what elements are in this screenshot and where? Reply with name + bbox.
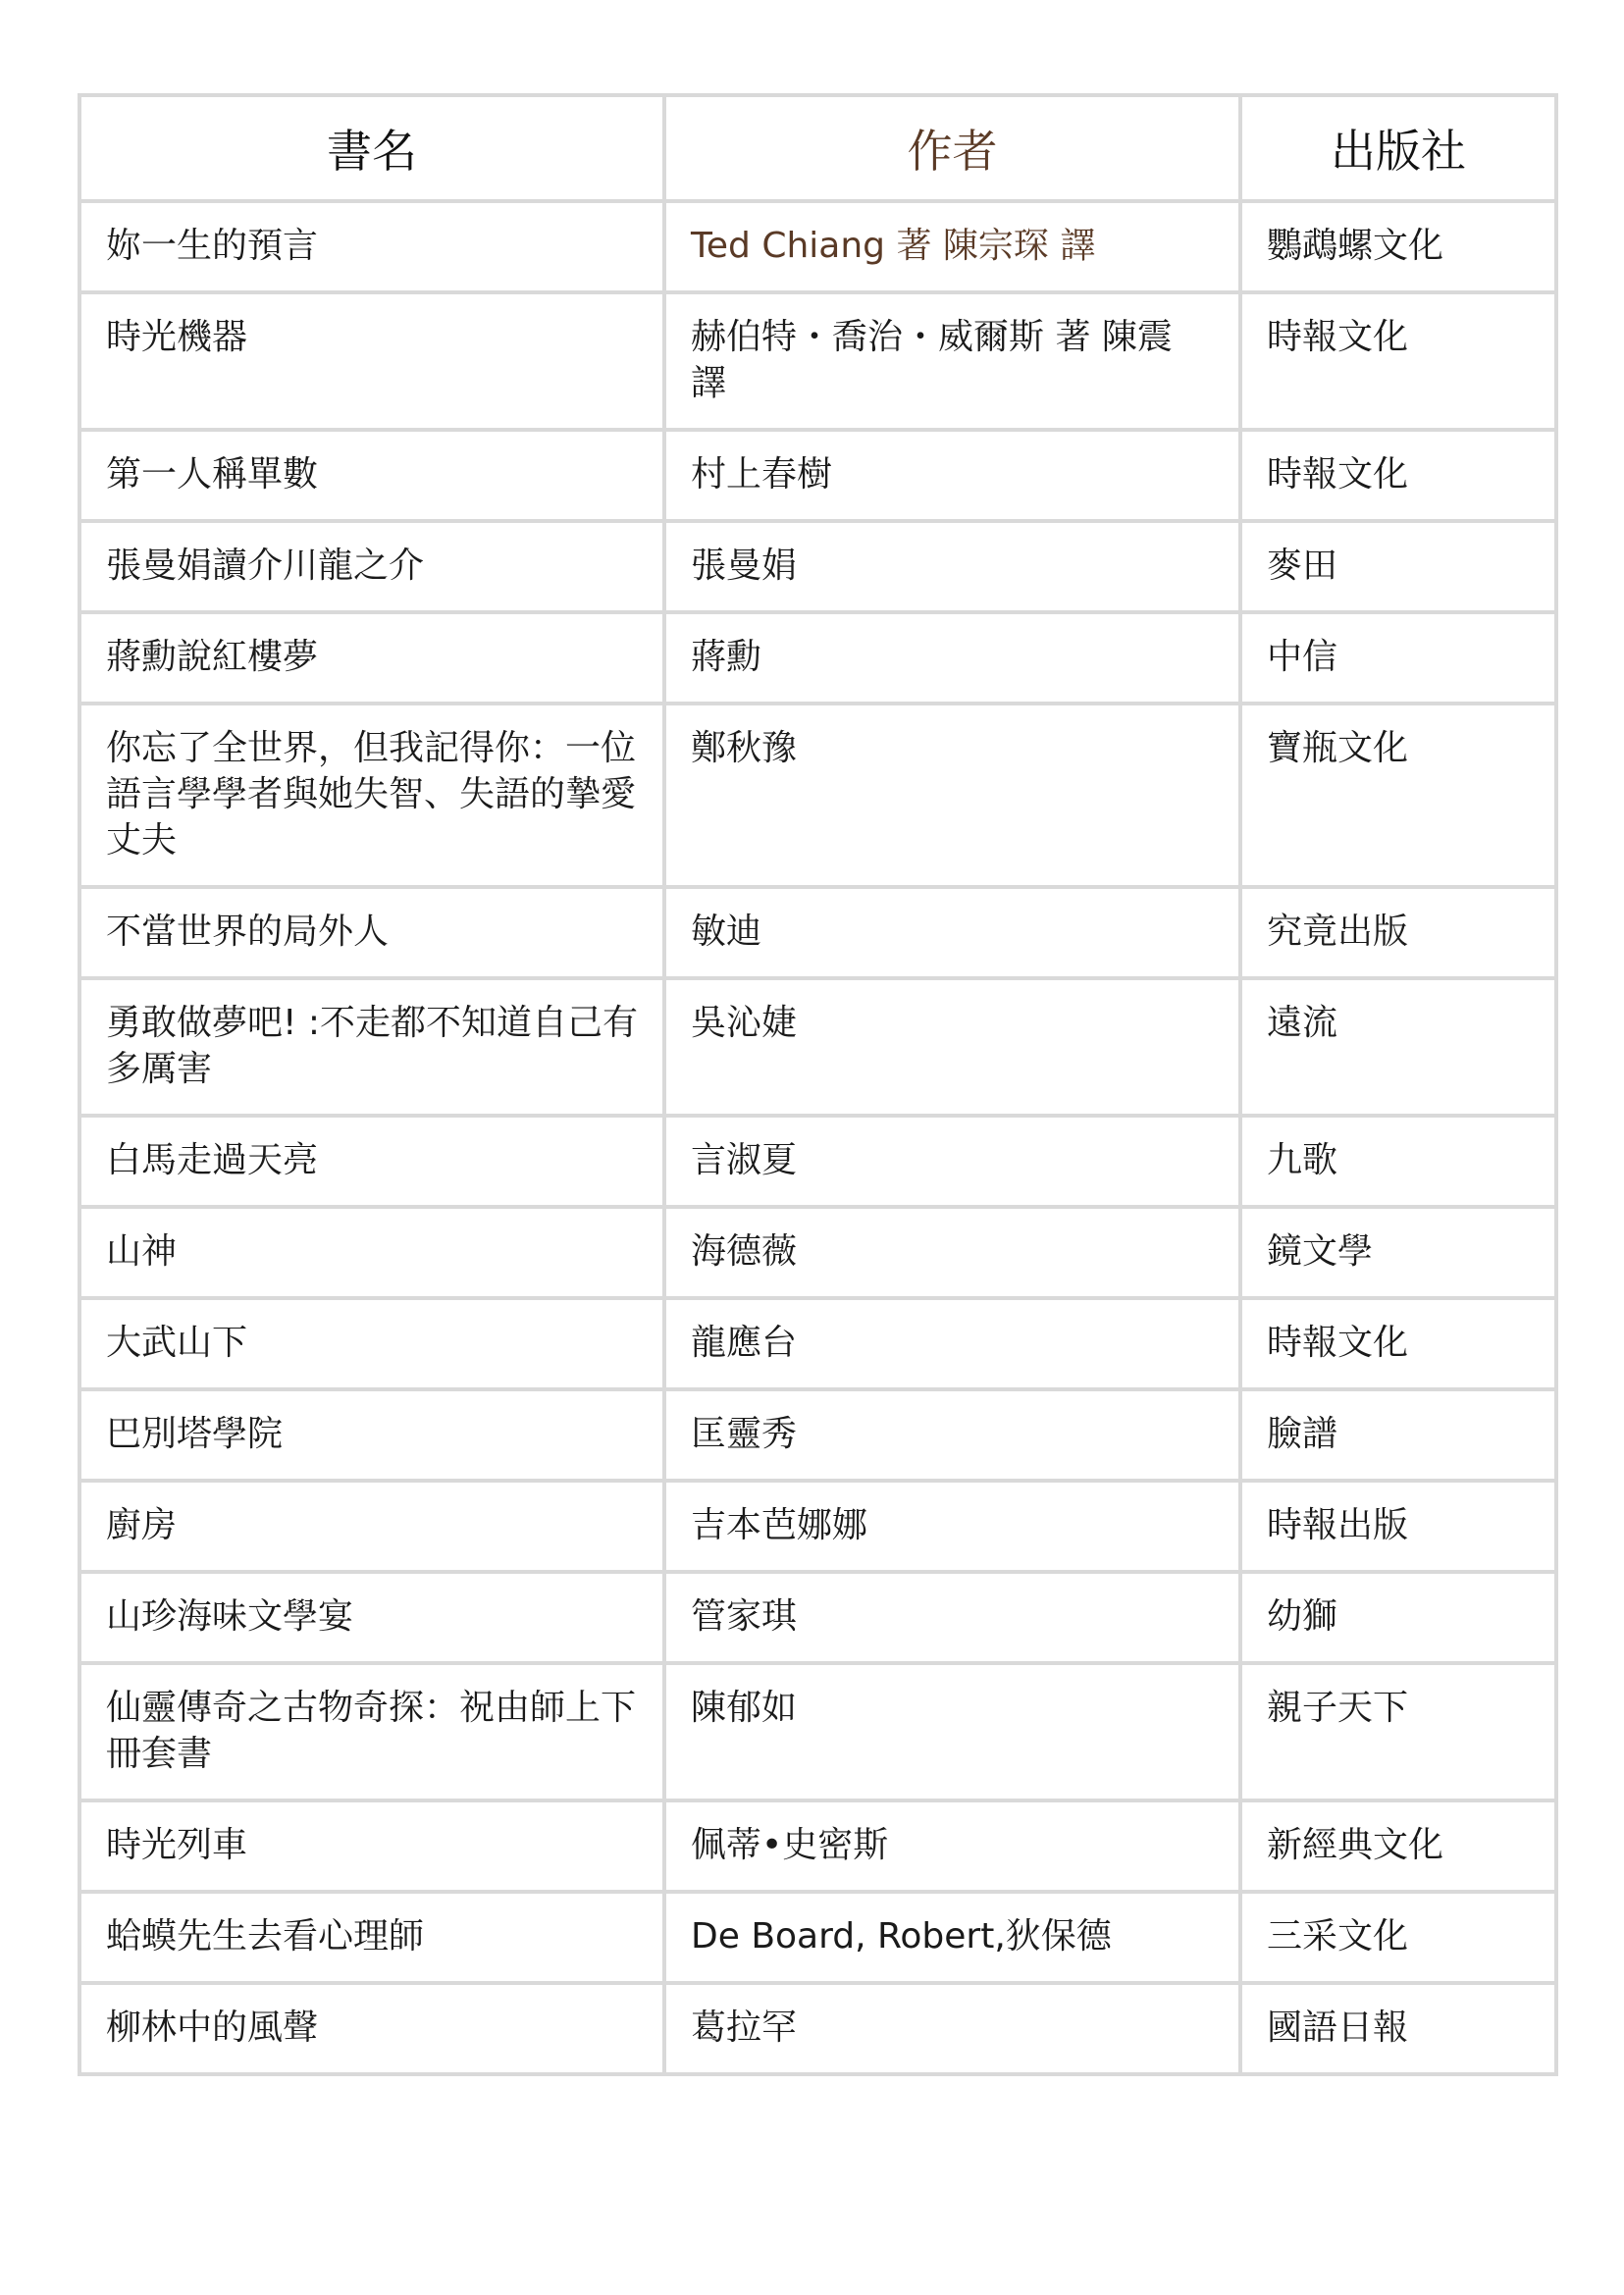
book-author: 敏迪 [664, 887, 1240, 978]
book-title: 廚房 [79, 1481, 664, 1572]
table-row [79, 430, 1556, 521]
book-author: 陳郁如 [664, 1663, 1240, 1800]
book-title: 妳一生的預言 [79, 201, 664, 292]
table-row [79, 612, 1556, 704]
book-publisher: 時報出版 [1240, 1481, 1556, 1572]
header-author: 作者 [664, 95, 1240, 201]
book-publisher: 中信 [1240, 612, 1556, 704]
book-author: 言淑夏 [664, 1116, 1240, 1207]
table-row [79, 887, 1556, 978]
book-author: Ted Chiang 著 陳宗琛 譯 [664, 201, 1240, 292]
book-author: 龍應台 [664, 1298, 1240, 1389]
book-title: 山珍海味文學宴 [79, 1572, 664, 1663]
continued-cell [79, 2074, 664, 2076]
book-author: De Board, Robert,狄保德 [664, 1892, 1240, 1983]
table-row [79, 1389, 1556, 1481]
book-title: 山神 [79, 1207, 664, 1298]
book-list-table [78, 93, 1558, 2076]
book-publisher: 臉譜 [1240, 1389, 1556, 1481]
book-publisher: 時報文化 [1240, 430, 1556, 521]
book-author: 吳沁婕 [664, 978, 1240, 1116]
continued-cell [1240, 2074, 1556, 2076]
book-publisher: 新經典文化 [1240, 1800, 1556, 1892]
book-publisher: 鏡文學 [1240, 1207, 1556, 1298]
table-row [79, 201, 1556, 292]
table-row [79, 978, 1556, 1116]
book-publisher: 三采文化 [1240, 1892, 1556, 1983]
table-row [79, 292, 1556, 430]
book-author: 匡靈秀 [664, 1389, 1240, 1481]
book-publisher: 寶瓶文化 [1240, 704, 1556, 887]
book-author: 張曼娟 [664, 521, 1240, 612]
table-row [79, 1663, 1556, 1800]
book-publisher: 鸚鵡螺文化 [1240, 201, 1556, 292]
book-publisher: 遠流 [1240, 978, 1556, 1116]
book-author: 管家琪 [664, 1572, 1240, 1663]
book-title: 蔣勳說紅樓夢 [79, 612, 664, 704]
book-title: 白馬走過天亮 [79, 1116, 664, 1207]
table-row [79, 1983, 1556, 2074]
table-row [79, 704, 1556, 887]
book-author: 海德薇 [664, 1207, 1240, 1298]
book-author: 村上春樹 [664, 430, 1240, 521]
book-publisher: 麥田 [1240, 521, 1556, 612]
header-publisher: 出版社 [1240, 95, 1556, 201]
table-row [79, 1892, 1556, 1983]
book-title: 張曼娟讀介川龍之介 [79, 521, 664, 612]
book-publisher: 究竟出版 [1240, 887, 1556, 978]
book-title: 勇敢做夢吧! :不走都不知道自己有多厲害 [79, 978, 664, 1116]
book-publisher: 國語日報 [1240, 1983, 1556, 2074]
table-row [79, 521, 1556, 612]
book-author: 葛拉罕 [664, 1983, 1240, 2074]
book-title: 蛤蟆先生去看心理師 [79, 1892, 664, 1983]
book-title: 時光列車 [79, 1800, 664, 1892]
table-row [79, 1481, 1556, 1572]
book-title: 你忘了全世界，但我記得你：一位語言學學者與她失智、失語的摯愛丈夫 [79, 704, 664, 887]
book-author: 赫伯特・喬治・威爾斯 著 陳震 譯 [664, 292, 1240, 430]
book-publisher: 幼獅 [1240, 1572, 1556, 1663]
book-publisher: 親子天下 [1240, 1663, 1556, 1800]
book-title: 第一人稱單數 [79, 430, 664, 521]
book-author: 鄭秋豫 [664, 704, 1240, 887]
header-title: 書名 [79, 95, 664, 201]
table-row [79, 1116, 1556, 1207]
book-author: 吉本芭娜娜 [664, 1481, 1240, 1572]
book-title: 巴別塔學院 [79, 1389, 664, 1481]
table-row [79, 1800, 1556, 1892]
book-title: 大武山下 [79, 1298, 664, 1389]
book-title: 時光機器 [79, 292, 664, 430]
book-publisher: 時報文化 [1240, 1298, 1556, 1389]
book-title: 仙靈傳奇之古物奇探：祝由師上下冊套書 [79, 1663, 664, 1800]
table-header-row [79, 95, 1556, 201]
table-row [79, 1298, 1556, 1389]
table-row-continued [79, 2074, 1556, 2076]
continued-cell [664, 2074, 1240, 2076]
book-title: 柳林中的風聲 [79, 1983, 664, 2074]
book-title: 不當世界的局外人 [79, 887, 664, 978]
table-row [79, 1572, 1556, 1663]
table-row [79, 1207, 1556, 1298]
book-publisher: 時報文化 [1240, 292, 1556, 430]
book-author: 佩蒂•史密斯 [664, 1800, 1240, 1892]
book-author: 蔣勳 [664, 612, 1240, 704]
book-publisher: 九歌 [1240, 1116, 1556, 1207]
